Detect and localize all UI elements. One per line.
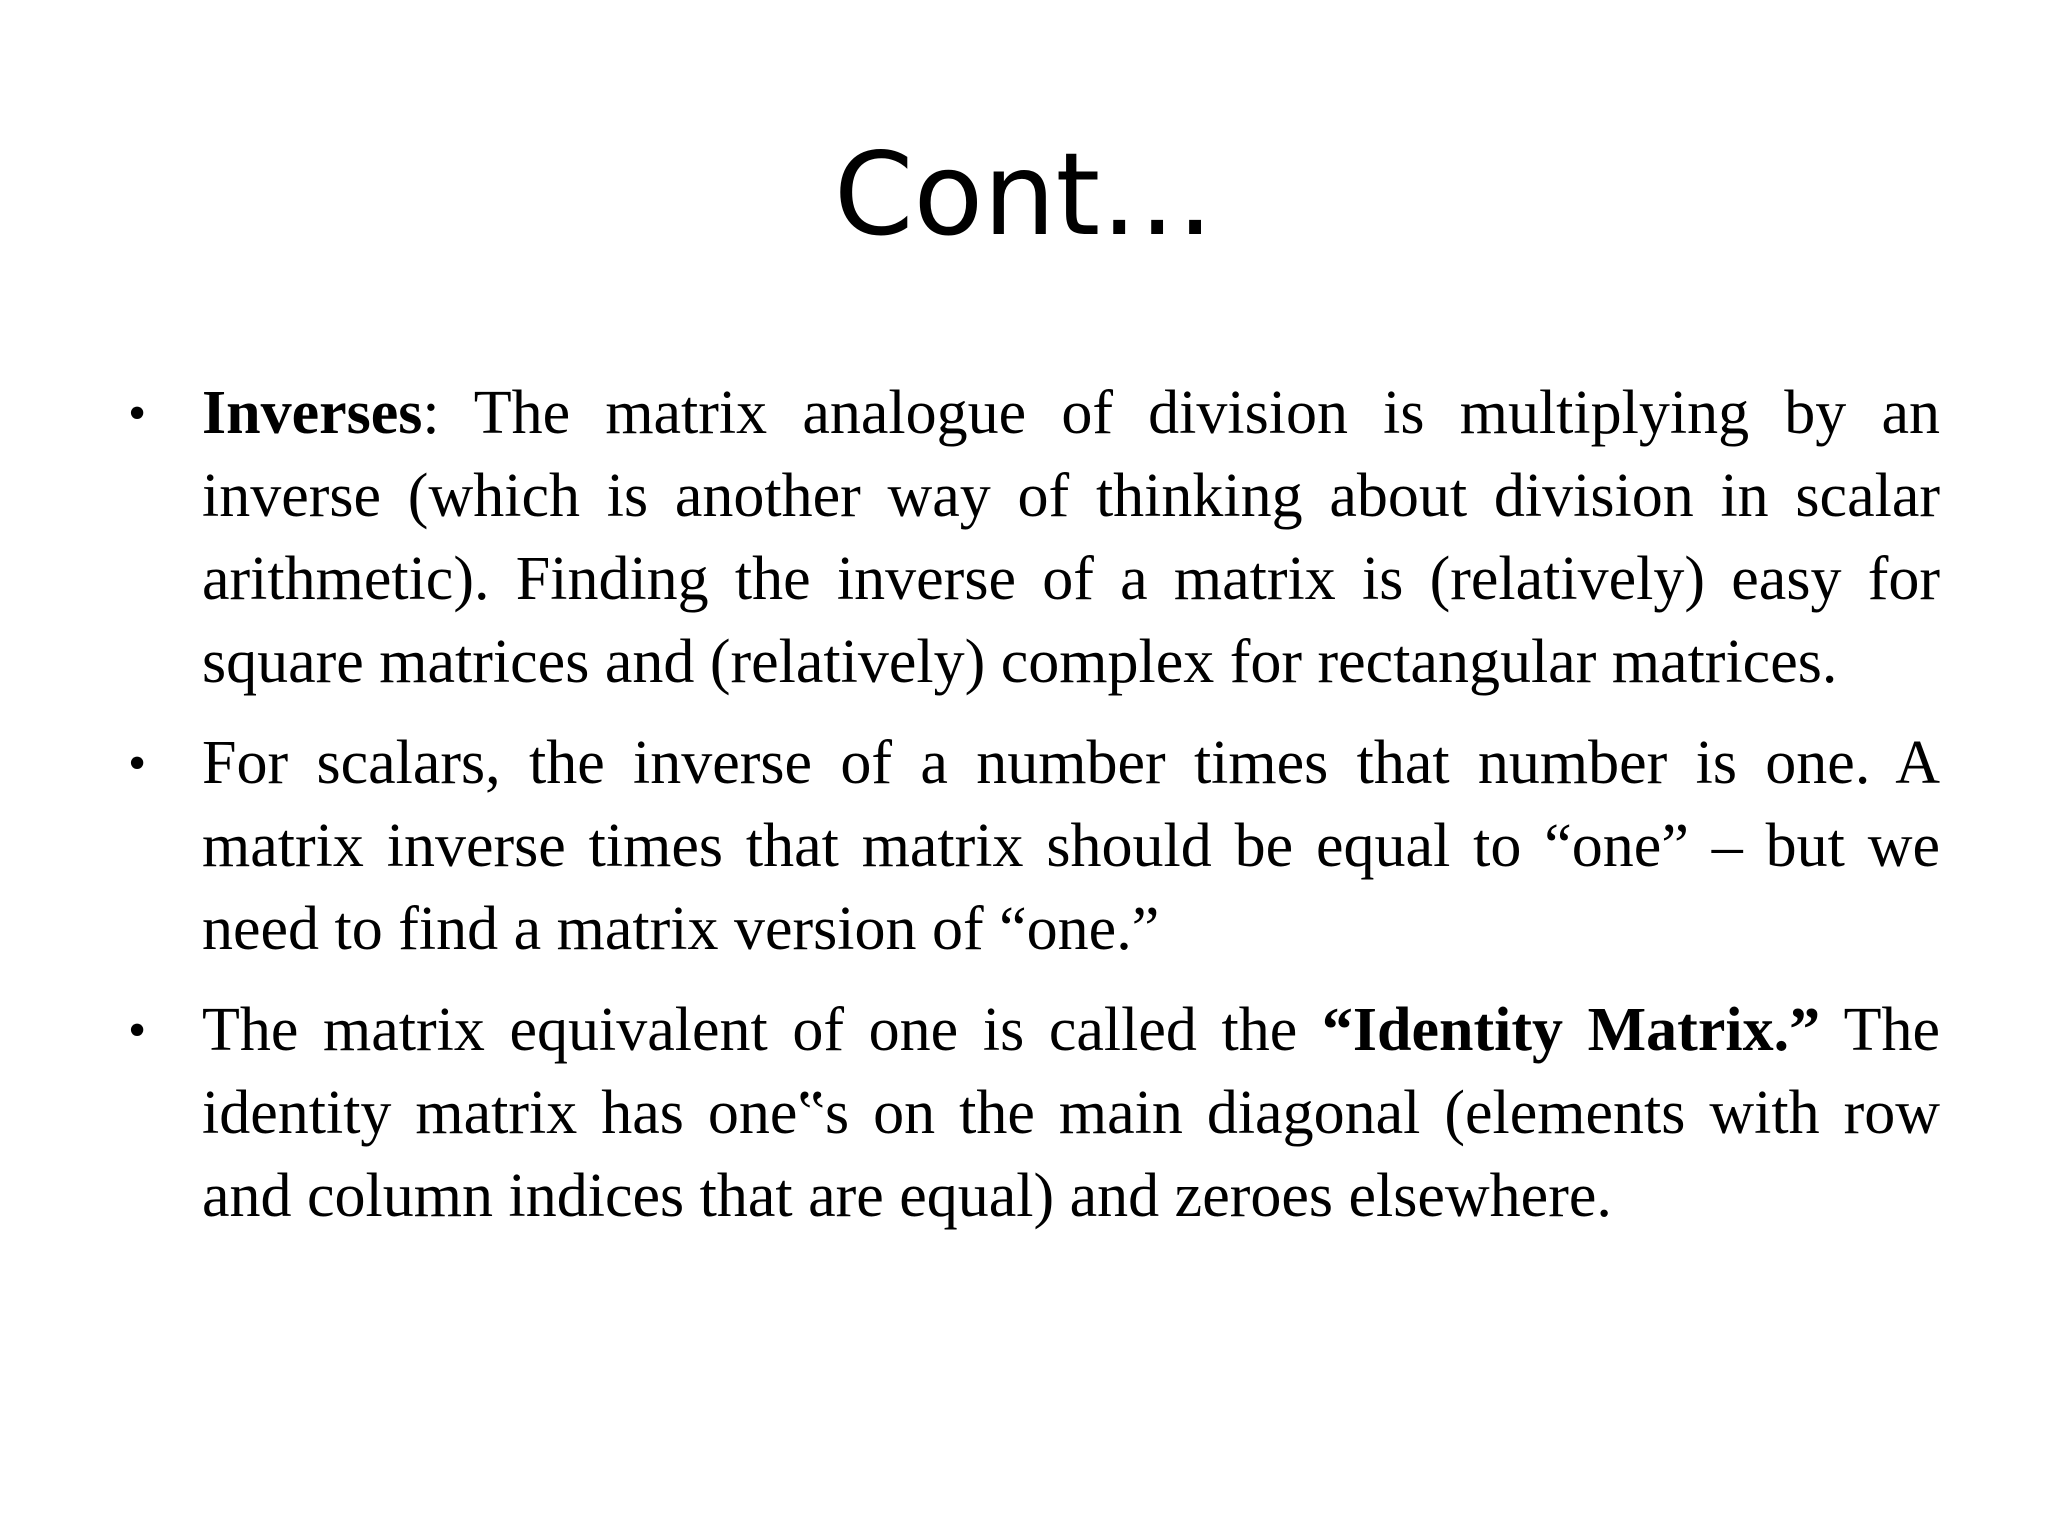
bullet-text: : The matrix analogue of division is multiplying by an inverse (which is another way of thinking about division in scalar arithmetic). Finding the inverse of a matrix is (relatively) easy for square matrices and (relatively) complex for rectangular matrices.	[202, 379, 1940, 696]
bullet-icon: •	[128, 1002, 147, 1059]
slide-title: Cont…	[833, 128, 1215, 261]
bullet-icon: •	[128, 735, 147, 792]
bullet-bold-lead: Inverses	[202, 379, 423, 447]
bullet-text-after: The identity matrix has one‟s on the main diagonal (elements with row and column indices that are equal) and zeroes elsewhere.	[202, 996, 1940, 1230]
bullet-item-identity	[128, 989, 1940, 1238]
bullet-bold-term: “Identity Matrix.”	[1321, 996, 1821, 1064]
bullet-item-scalars	[128, 722, 1940, 971]
bullet-text-before: The matrix equivalent of one is called the	[202, 996, 1322, 1064]
bullet-icon: •	[128, 385, 147, 442]
bullet-item-inverses	[128, 372, 1940, 704]
bullet-text: For scalars, the inverse of a number times that number is one. A matrix inverse times that matrix should be equal to “one” – but we need to find a matrix version of “one.”	[202, 729, 1940, 963]
bullet-list	[128, 372, 1940, 1256]
